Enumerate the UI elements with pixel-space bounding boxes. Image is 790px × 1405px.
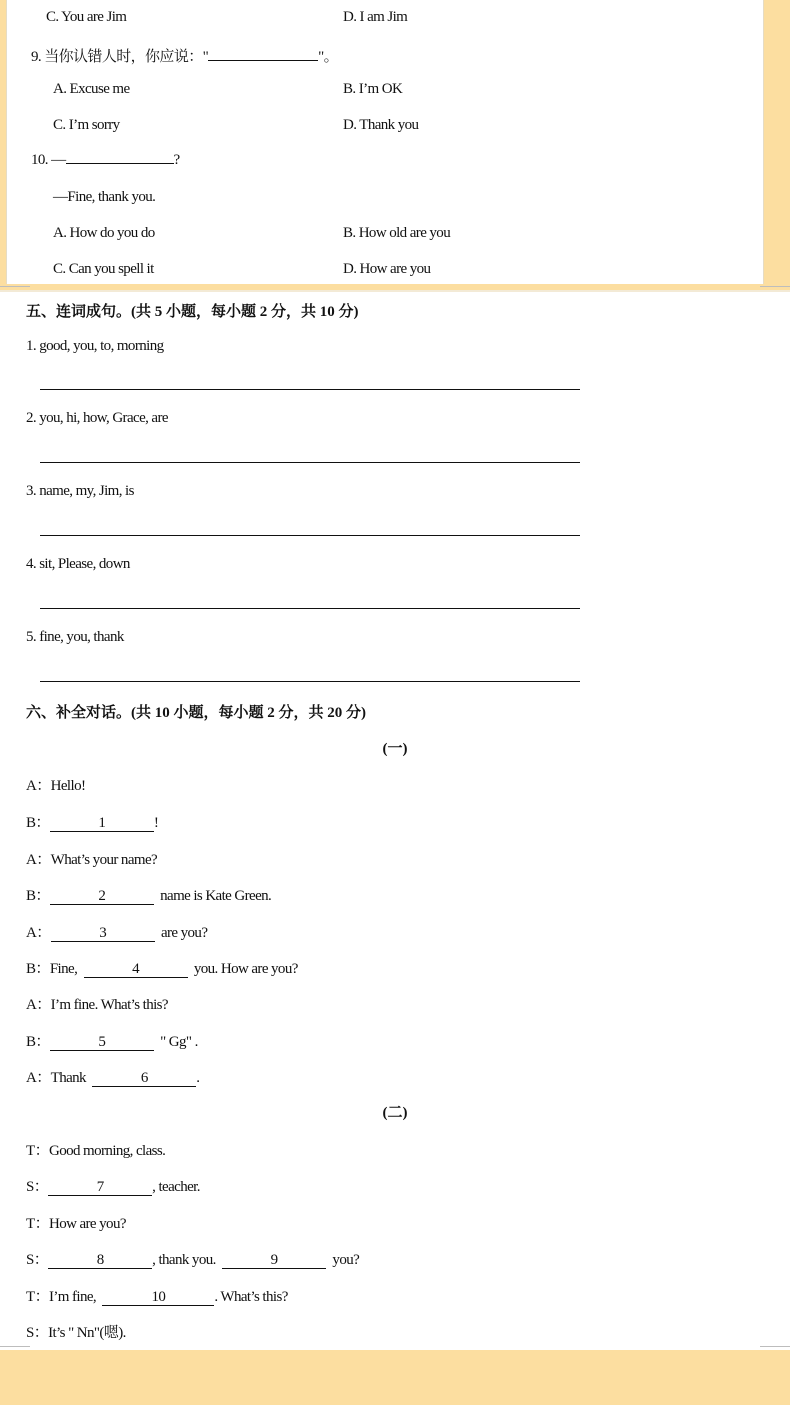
d1-line-9 [26,1066,199,1087]
section5-title: 五、连词成句。(共 5 小题，每小题 2 分，共 10 分) [26,304,359,320]
q10-option-d: D. How are you [343,261,431,277]
q9-stem-text: 当你认错人时，你应说：" [44,49,209,65]
q9-blank[interactable] [208,60,318,61]
line-text: . [196,1070,200,1086]
d1-line-2 [26,811,158,832]
line-text: you. How are you? [193,961,298,977]
speaker: A： [26,925,51,941]
speaker: A： [26,852,51,868]
blank-1[interactable]: 1 [50,816,154,832]
q10-option-c: C. Can you spell it [53,261,154,277]
q9-option-b: B. I’m OK [343,81,403,97]
speaker: T： [26,1289,49,1305]
q10-number: 10. [31,152,48,168]
dialogue1-heading: (一) [382,741,408,757]
speaker: S： [26,1252,49,1268]
blank-7[interactable]: 7 [48,1180,152,1196]
blank-9[interactable]: 9 [222,1253,326,1269]
line-text: I’m fine, [48,1289,97,1305]
speaker: T： [26,1216,49,1232]
line-text: you? [332,1252,360,1268]
q8-option-d: D. I am Jim [343,9,408,25]
line-text: are you? [160,925,208,941]
speaker: T： [26,1143,49,1159]
q10-option-b: B. How old are you [343,225,451,241]
q9-stem-end: "。 [318,49,339,65]
d2-line-1 [26,1139,165,1160]
s5-answer-line-1[interactable] [40,389,580,390]
q8-option-c: C. You are Jim [46,9,127,25]
q9-number: 9. [31,49,42,65]
q10-question-mark: ? [173,152,180,168]
q10-reply: —Fine, thank you. [53,189,156,205]
blank-4[interactable]: 4 [84,962,188,978]
s5-item-2: 2. you, hi, how, Grace, are [26,410,168,426]
q9-stem [31,45,338,66]
line-text: name is Kate Green. [160,888,272,904]
q9-option-a: A. Excuse me [53,81,130,97]
d2-line-5 [26,1285,288,1306]
d1-line-3 [26,848,157,869]
d1-line-1 [26,774,85,795]
speaker: A： [26,1070,51,1086]
s5-item-1: 1. good, you, to, morning [26,338,164,354]
speaker: A： [26,778,51,794]
line-text: I’m fine. What’s this? [50,997,168,1013]
d1-line-5 [26,921,207,942]
line-text: It’s " Nn"(嗯). [48,1325,126,1341]
line-text: ! [153,815,159,831]
d2-line-6 [26,1321,126,1342]
q10-stem [31,152,180,169]
q10-dash: — [51,152,66,168]
d1-line-8 [26,1030,198,1051]
line-text: Hello! [50,778,86,794]
q10-option-a: A. How do you do [53,225,155,241]
d2-line-3 [26,1212,126,1233]
corner-mark [0,286,30,295]
blank-6[interactable]: 6 [92,1071,196,1087]
s5-item-5: 5. fine, you, thank [26,629,124,645]
line-text: How are you? [48,1216,126,1232]
blank-2[interactable]: 2 [50,889,154,905]
section6-title: 六、补全对话。(共 10 小题，每小题 2 分，共 20 分) [26,705,366,721]
speaker: B： [26,1034,50,1050]
d1-line-7 [26,993,168,1014]
s5-answer-line-4[interactable] [40,608,580,609]
line-text: Fine, [49,961,78,977]
s5-answer-line-2[interactable] [40,462,580,463]
d1-line-4 [26,884,271,905]
corner-mark [760,286,790,295]
blank-10[interactable]: 10 [102,1290,214,1306]
q10-blank[interactable] [66,163,174,164]
line-text: . What’s this? [214,1289,288,1305]
speaker: S： [26,1179,49,1195]
d2-line-2 [26,1175,200,1196]
blank-3[interactable]: 3 [51,926,155,942]
dialogue2-heading: (二) [382,1105,408,1121]
line-text: , teacher. [152,1179,200,1195]
s5-answer-line-5[interactable] [40,681,580,682]
d2-line-4 [26,1248,359,1269]
speaker: B： [26,961,50,977]
q9-option-c: C. I’m sorry [53,117,120,133]
d1-line-6 [26,957,298,978]
s5-item-3: 3. name, my, Jim, is [26,483,134,499]
q9-option-d: D. Thank you [343,117,419,133]
blank-8[interactable]: 8 [48,1253,152,1269]
speaker: A： [26,997,51,1013]
line-text: Thank [50,1070,86,1086]
line-text: Good morning, class. [48,1143,166,1159]
line-text: " Gg" . [160,1034,198,1050]
line-text: , thank you. [152,1252,216,1268]
speaker: B： [26,888,50,904]
corner-mark [760,1346,790,1355]
speaker: S： [26,1325,49,1341]
blank-5[interactable]: 5 [50,1035,154,1051]
corner-mark [0,1346,30,1355]
s5-answer-line-3[interactable] [40,535,580,536]
s5-item-4: 4. sit, Please, down [26,556,130,572]
line-text: What’s your name? [50,852,158,868]
speaker: B： [26,815,50,831]
